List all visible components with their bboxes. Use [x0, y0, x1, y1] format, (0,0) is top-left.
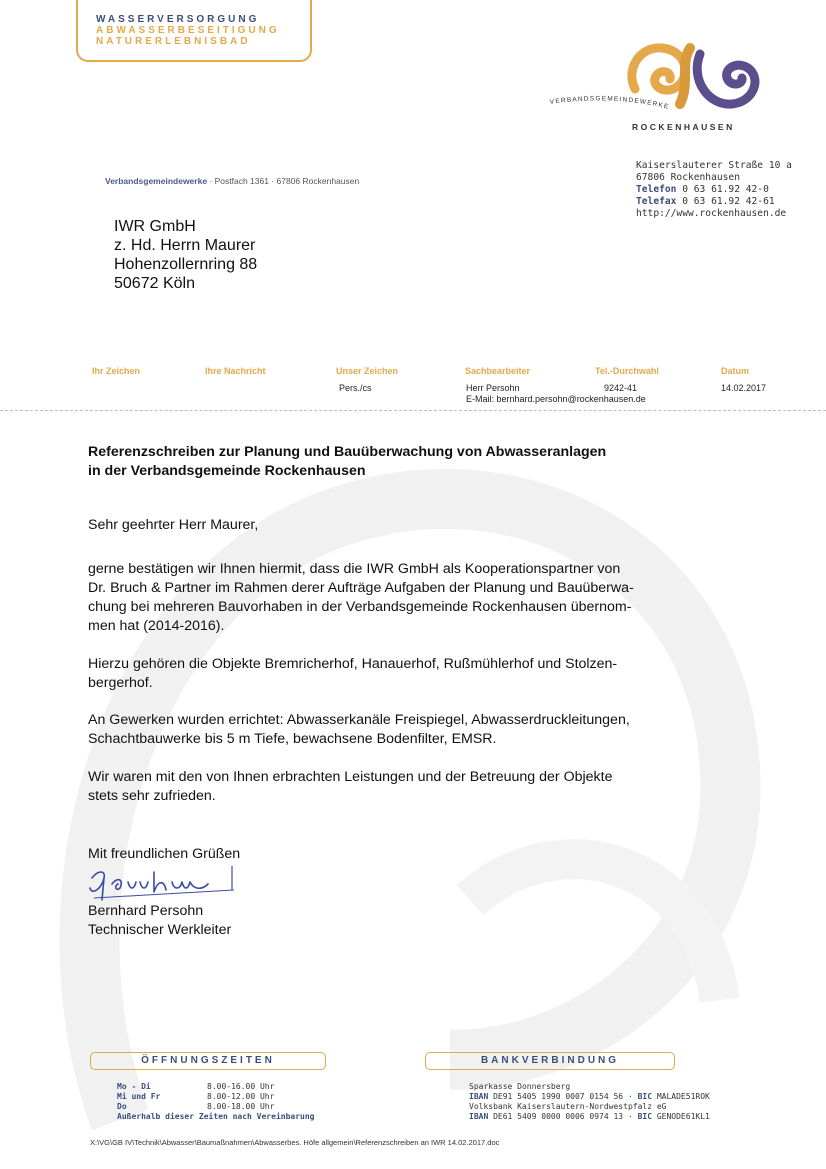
- contact-fax: Telefax 0 63 61.92 42-61: [636, 196, 775, 207]
- contact-street: Kaiserslauterer Straße 10 a: [636, 160, 792, 171]
- closing: Mit freundlichen Grüßen: [88, 846, 241, 862]
- salutation: Sehr geehrter Herr Maurer,: [88, 517, 259, 533]
- ref-datum: 14.02.2017: [721, 383, 767, 393]
- paragraph-2: Hierzu gehören die Objekte Bremricherhof, Hanauerhof, Rußmühlerhof und Stolzen- bergerhof.: [88, 656, 618, 691]
- hours-row: Do 8.00-18.00 Uhr: [117, 1102, 275, 1111]
- recipient-line-3: Hohenzollernring 88: [114, 256, 258, 273]
- letter-subject: Referenzschreiben zur Planung und Bauüberwachung von Abwasseranlagen in der Verbandsgemeinde Rockenhausen: [88, 444, 607, 479]
- logo-name: ROCKENHAUSEN: [632, 122, 735, 132]
- ref-durchwahl-label: Tel.-Durchwahl: [595, 366, 659, 376]
- service-line-3: NATURERLEBNISBAD: [96, 36, 251, 47]
- ref-sachbearbeiter: Herr Persohn E-Mail: bernhard.persohn@rockenhausen.de: [466, 383, 646, 404]
- logo-purple-spiral: [697, 54, 755, 104]
- contact-city: 67806 Rockenhausen: [636, 172, 740, 183]
- bank-2: Volksbank Kaiserslautern-Nordwestpfalz eG: [469, 1102, 667, 1111]
- sender-address: · Postfach 1361 · 67806 Rockenhausen: [207, 176, 360, 186]
- ref-unser-zeichen: Pers./cs: [339, 383, 372, 393]
- ref-email: E-Mail: bernhard.persohn@rockenhausen.de: [466, 394, 646, 404]
- bank-title: BANKVERBINDUNG: [425, 1052, 675, 1070]
- ref-sachbearbeiter-label: Sachbearbeiter: [465, 366, 531, 376]
- ref-ihr-zeichen-label: Ihr Zeichen: [92, 366, 141, 376]
- bank-1-iban: IBAN DE91 5405 1990 0007 0154 56 · BIC MALADE51ROK: [469, 1092, 710, 1101]
- logo-orange-spiral: [632, 48, 690, 104]
- sender-line: [105, 176, 359, 186]
- bank-details: [469, 1082, 710, 1122]
- paragraph-4: Wir waren mit den von Ihnen erbrachten Leistungen und der Betreuung der Objekte stets sehr zufrieden.: [88, 769, 613, 804]
- signer-name: Bernhard Persohn: [88, 903, 204, 919]
- opening-hours-title: ÖFFNUNGSZEITEN: [90, 1052, 326, 1070]
- recipient-address: [114, 217, 257, 293]
- bank-2-iban: IBAN DE61 5409 0000 0006 0974 13 · BIC GENODE61KL1: [469, 1112, 710, 1121]
- ref-unser-zeichen-label: Unser Zeichen: [336, 366, 399, 376]
- paragraph-1: gerne bestätigen wir Ihnen hiermit, dass die IWR GmbH als Kooperationspartner von Dr. Bruch & Partner im Rahmen derer Aufträge Aufgaben der Planung und Bauüberwa- chung bei mehreren Bauvorhaben in der Verbandsgemeinde Rockenhausen übernom- men hat (2014-2016).: [88, 561, 634, 634]
- hours-row: Mi und Fr 8.00-12.00 Uhr: [117, 1092, 275, 1101]
- service-line-1: WASSERVERSORGUNG: [96, 14, 260, 25]
- recipient-line-1: IWR GmbH: [114, 218, 196, 235]
- contact-web: http://www.rockenhausen.de: [636, 208, 787, 219]
- ref-durchwahl: 9242-41: [604, 383, 638, 393]
- service-line-2: ABWASSERBESEITIGUNG: [96, 25, 280, 36]
- hours-note: Außerhalb dieser Zeiten nach Vereinbarung: [117, 1112, 315, 1121]
- signer-block: [88, 902, 748, 940]
- contact-block: [636, 160, 792, 220]
- paragraph-3: An Gewerken wurden errichtet: Abwasserkanäle Freispiegel, Abwasserdruckleitungen, Schachtbauwerke bis 5 m Tiefe, bewachsene Bodenfilter, EMSR.: [88, 712, 630, 747]
- service-box: [76, 0, 312, 62]
- recipient-line-4: 50672 Köln: [114, 275, 195, 292]
- recipient-line-2: z. Hd. Herrn Maurer: [114, 237, 256, 254]
- file-path: X:\VG\GB IV\Technik\Abwasser\Baumaßnahmen\Abwasserbes. Höfe allgemein\Referenzschreiben an IWR 14.02.2017.doc: [90, 1138, 500, 1147]
- logo-arc-text: VERBANDSGEMEINDEWERKE: [549, 95, 671, 111]
- signer-title: Technischer Werkleiter: [88, 922, 232, 938]
- rockenhausen-logo: [540, 34, 780, 144]
- contact-phone: Telefon 0 63 61.92 42-0: [636, 184, 769, 195]
- hours-row: Mo - Di 8.00-16.00 Uhr: [117, 1082, 275, 1091]
- svg-text:VERBANDSGEMEINDEWERKE: [549, 95, 670, 110]
- reference-divider: [0, 410, 826, 411]
- sender-name: Verbandsgemeindewerke: [105, 176, 208, 186]
- handwritten-signature: [84, 860, 244, 904]
- bank-1: Sparkasse Donnersberg: [469, 1082, 571, 1091]
- ref-datum-label: Datum: [721, 366, 750, 376]
- ref-ihre-nachricht-label: Ihre Nachricht: [205, 366, 266, 376]
- opening-hours: [117, 1082, 314, 1122]
